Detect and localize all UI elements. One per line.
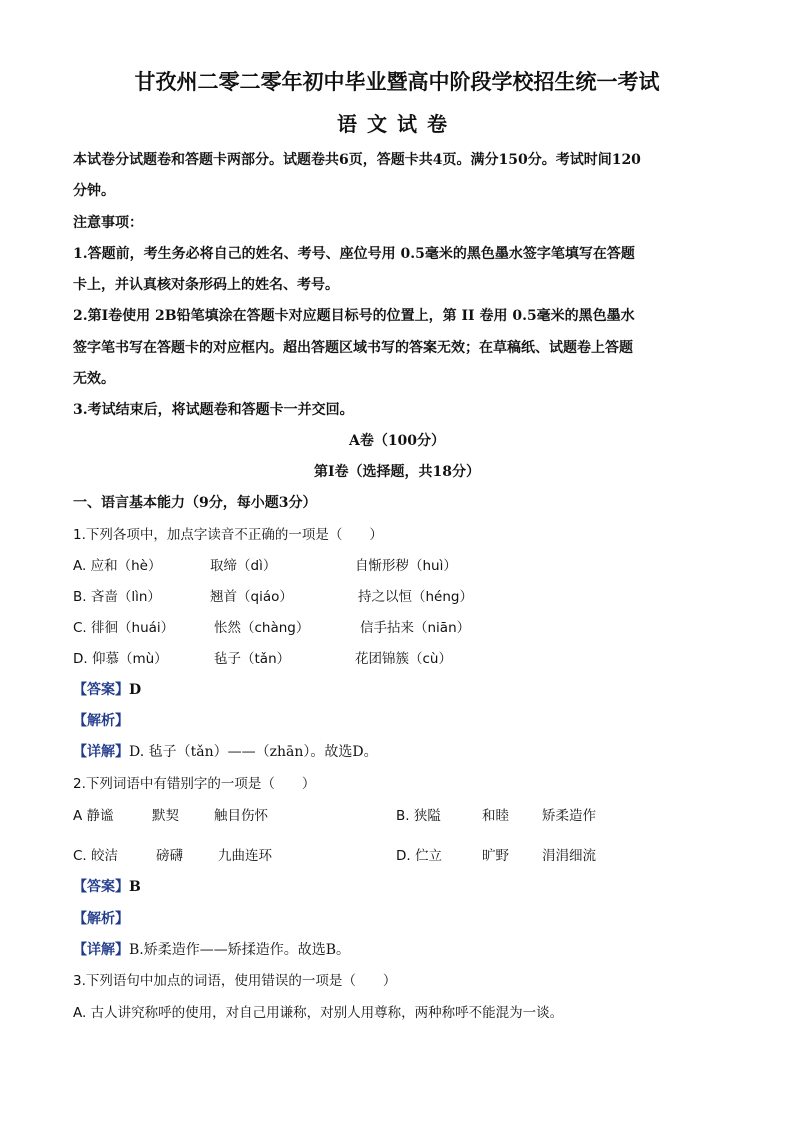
q1-option-c-1: C. 徘徊（huái） — [73, 620, 175, 636]
q3-option-a: A. 古人讲究称呼的使用，对自己用谦称，对别人用尊称，两种称呼不能混为一谈。 — [73, 1005, 564, 1021]
q1-option-b-3: 持之以恒（héng） — [358, 589, 473, 605]
q1-analysis-label: 【解析】 — [73, 713, 129, 729]
q1-option-a-2: 取缔（dì） — [210, 558, 277, 574]
q2-answer — [73, 877, 141, 897]
section-heading-1: 一、语言基本能力（9分，每小题3分） — [73, 495, 317, 511]
q2-option-c-1: C. 皎洁 — [73, 848, 119, 864]
section-a-juan: A卷（100分） — [348, 433, 446, 449]
notice-1-line-1: 1.答题前，考生务必将自己的姓名、考号、座位号用 0.5毫米的黑色墨水签字笔填写在答题 — [73, 246, 635, 262]
notice-1-line-2: 卡上，并认真核对条形码上的姓名、考号。 — [73, 277, 339, 293]
notice-2-line-2: 签字笔书写在答题卡的对应框内。超出答题区域书写的答案无效；在草稿纸、试题卷上答题 — [73, 340, 633, 356]
q1-option-d-1: D. 仰慕（mù） — [73, 651, 168, 667]
answer-label: 【答案】 — [73, 879, 129, 895]
notice-2-line-1: 2.第Ⅰ卷使用 2B铅笔填涂在答题卡对应题目标号的位置上，第 II 卷用 0.5毫米的黑色墨水 — [73, 308, 635, 324]
answer-value: D — [129, 682, 142, 698]
q2-option-b-2: 和睦 — [482, 808, 509, 824]
q1-option-c-3: 信手拈来（niān） — [360, 620, 471, 636]
answer-value: B — [129, 879, 141, 895]
section-part-1: 第Ⅰ卷（选择题，共18分） — [313, 464, 481, 480]
notice-2-line-3: 无效。 — [73, 371, 115, 387]
q1-option-a-1: A. 应和（hè） — [73, 558, 162, 574]
q2-option-d-3: 涓涓细流 — [542, 848, 596, 864]
q1-option-c-2: 怅然（chàng） — [214, 620, 310, 636]
q3-stem: 3.下列语句中加点的词语，使用错误的一项是（ ） — [73, 973, 397, 989]
detail-label: 【详解】 — [73, 744, 129, 760]
q2-analysis-label: 【解析】 — [73, 911, 129, 927]
q2-detail — [73, 940, 350, 960]
q2-option-b-1: B. 狭隘 — [396, 808, 441, 824]
page-subtitle: 语文试卷 — [337, 112, 457, 136]
q2-option-d-2: 旷野 — [482, 848, 509, 864]
q2-option-a-3: 触目伤怀 — [214, 808, 268, 824]
q2-stem: 2.下列词语中有错别字的一项是（ ） — [73, 776, 316, 792]
intro-line-2: 分钟。 — [73, 183, 115, 199]
q2-option-d-1: D. 伫立 — [396, 848, 442, 864]
page-title: 甘孜州二零二零年初中毕业暨高中阶段学校招生统一考试 — [134, 69, 660, 94]
q2-option-a-2: 默契 — [152, 808, 179, 824]
q2-option-c-3: 九曲连环 — [218, 848, 272, 864]
q1-detail — [73, 742, 378, 762]
q1-option-b-1: B. 吝啬（lìn） — [73, 589, 161, 605]
notice-title: 注意事项： — [73, 215, 143, 231]
q1-option-d-3: 花团锦簇（cù） — [355, 651, 452, 667]
answer-label: 【答案】 — [73, 682, 129, 698]
detail-text: B.矫柔造作——矫揉造作。故选B。 — [129, 942, 351, 958]
notice-3: 3.考试结束后，将试题卷和答题卡一并交回。 — [73, 402, 354, 418]
q1-answer — [73, 680, 141, 700]
q1-option-b-2: 翘首（qiáo） — [210, 589, 293, 605]
q2-option-b-3: 矫柔造作 — [542, 808, 596, 824]
q1-option-a-3: 自惭形秽（huì） — [355, 558, 457, 574]
detail-label: 【详解】 — [73, 942, 129, 958]
q1-stem: 1.下列各项中，加点字读音不正确的一项是（ ） — [73, 527, 383, 543]
q1-option-d-2: 毡子（tǎn） — [214, 651, 291, 667]
q2-option-a-1: A 静谧 — [73, 808, 114, 824]
q2-option-c-2: 磅礴 — [156, 848, 183, 864]
intro-line-1: 本试卷分试题卷和答题卡两部分。试题卷共6页，答题卡共4页。满分150分。考试时间120 — [73, 152, 641, 168]
detail-text: D. 毡子（tǎn）——（zhān）。故选D。 — [129, 744, 378, 760]
